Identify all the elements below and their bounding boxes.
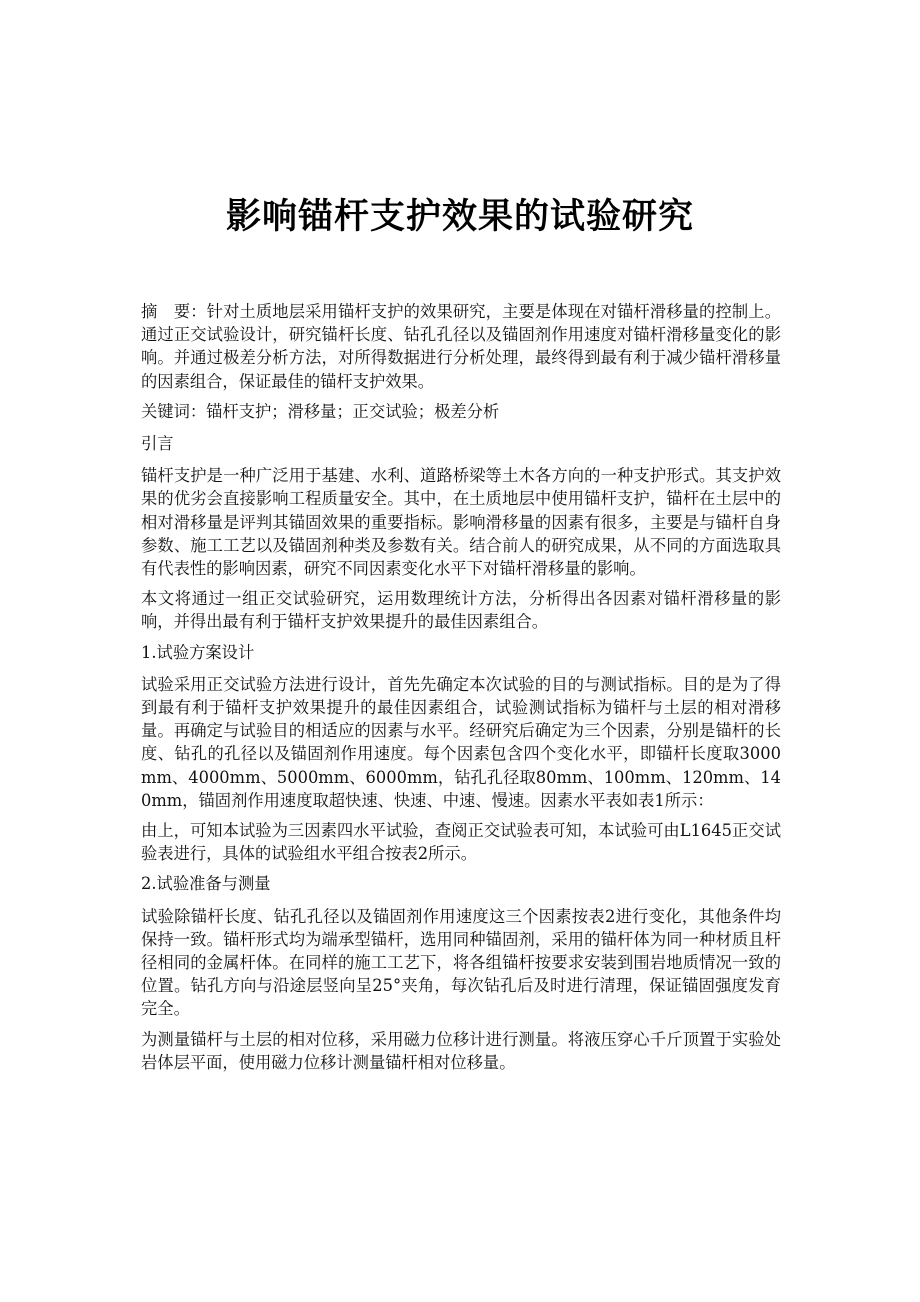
document-title: 影响锚杆支护效果的试验研究 <box>225 197 694 238</box>
keywords-line: 关键词：锚杆支护；滑移量；正交试验；极差分析 <box>141 401 500 421</box>
section-heading-experiment-design: 1.试验方案设计 <box>141 642 255 662</box>
section-heading-introduction: 引言 <box>141 434 174 454</box>
body-paragraph: 本文将通过一组正交试验研究，运用数理统计方法，分析得出各因素对锚杆滑移量的影响，并得出最有利于锚杆支护效果提升的最佳因素组合。 <box>141 589 781 632</box>
body-paragraph: 由上，可知本试验为三因素四水平试验，查阅正交试验表可知，本试验可由L1645正交试验表进行，具体的试验组水平组合按表2所示。 <box>141 821 781 864</box>
document-body <box>141 300 781 1081</box>
body-paragraph: 为测量锚杆与土层的相对位移，采用磁力位移计进行测量。将液压穿心千斤顶置于实验处岩体层平面，使用磁力位移计测量锚杆相对位移量。 <box>141 1029 781 1072</box>
abstract-paragraph: 摘 要：针对土质地层采用锚杆支护的效果研究，主要是体现在对锚杆滑移量的控制上。通过正交试验设计，研究锚杆长度、钻孔孔径以及锚固剂作用速度对锚杆滑移量变化的影响。并通过极差分析方法，对所得数据进行分析处理，最终得到最有利于减少锚杆滑移量的因素组合，保证最佳的锚杆支护效果。 <box>141 302 781 391</box>
introduction-paragraph: 锚杆支护是一种广泛用于基建、水利、道路桥梁等土木各方向的一种支护形式。其支护效果的优劣会直接影响工程质量安全。其中，在土质地层中使用锚杆支护，锚杆在土层中的相对滑移量是评判其锚固效果的重要指标。影响滑移量的因素有很多，主要是与锚杆自身参数、施工工艺以及锚固剂种类及参数有关。结合前人的研究成果，从不同的方面选取具有代表性的影响因素，研究不同因素变化水平下对锚杆滑移量的影响。 <box>141 466 781 579</box>
body-paragraph: 试验采用正交试验方法进行设计，首先先确定本次试验的目的与测试指标。目的是为了得到最有利于锚杆支护效果提升的最佳因素组合，试验测试指标为锚杆与土层的相对滑移量。再确定与试验目的相适应的因素与水平。经研究后确定为三个因素，分别是锚杆的长度、钻孔的孔径以及锚固剂作用速度。每个因素包含四个变化水平，即锚杆长度取3000mm、4000mm、5000mm、6000mm，钻孔孔径取80mm、100mm、120mm、140mm，锚固剂作用速度取超快速、快速、中速、慢速。因素水平表如表1所示： <box>141 674 781 810</box>
body-paragraph: 试验除锚杆长度、钻孔孔径以及锚固剂作用速度这三个因素按表2进行变化，其他条件均保持一致。锚杆形式均为端承型锚杆，选用同种锚固剂，采用的锚杆体为同一种材质且杆径相同的金属杆体。在同样的施工工艺下，将各组锚杆按要求安装到围岩地质情况一致的位置。钻孔方向与沿途层竖向呈25°夹角，每次钻孔后及时进行清理，保证锚固强度发育完全。 <box>141 906 781 1019</box>
section-heading-preparation-measurement: 2.试验准备与测量 <box>141 874 271 894</box>
